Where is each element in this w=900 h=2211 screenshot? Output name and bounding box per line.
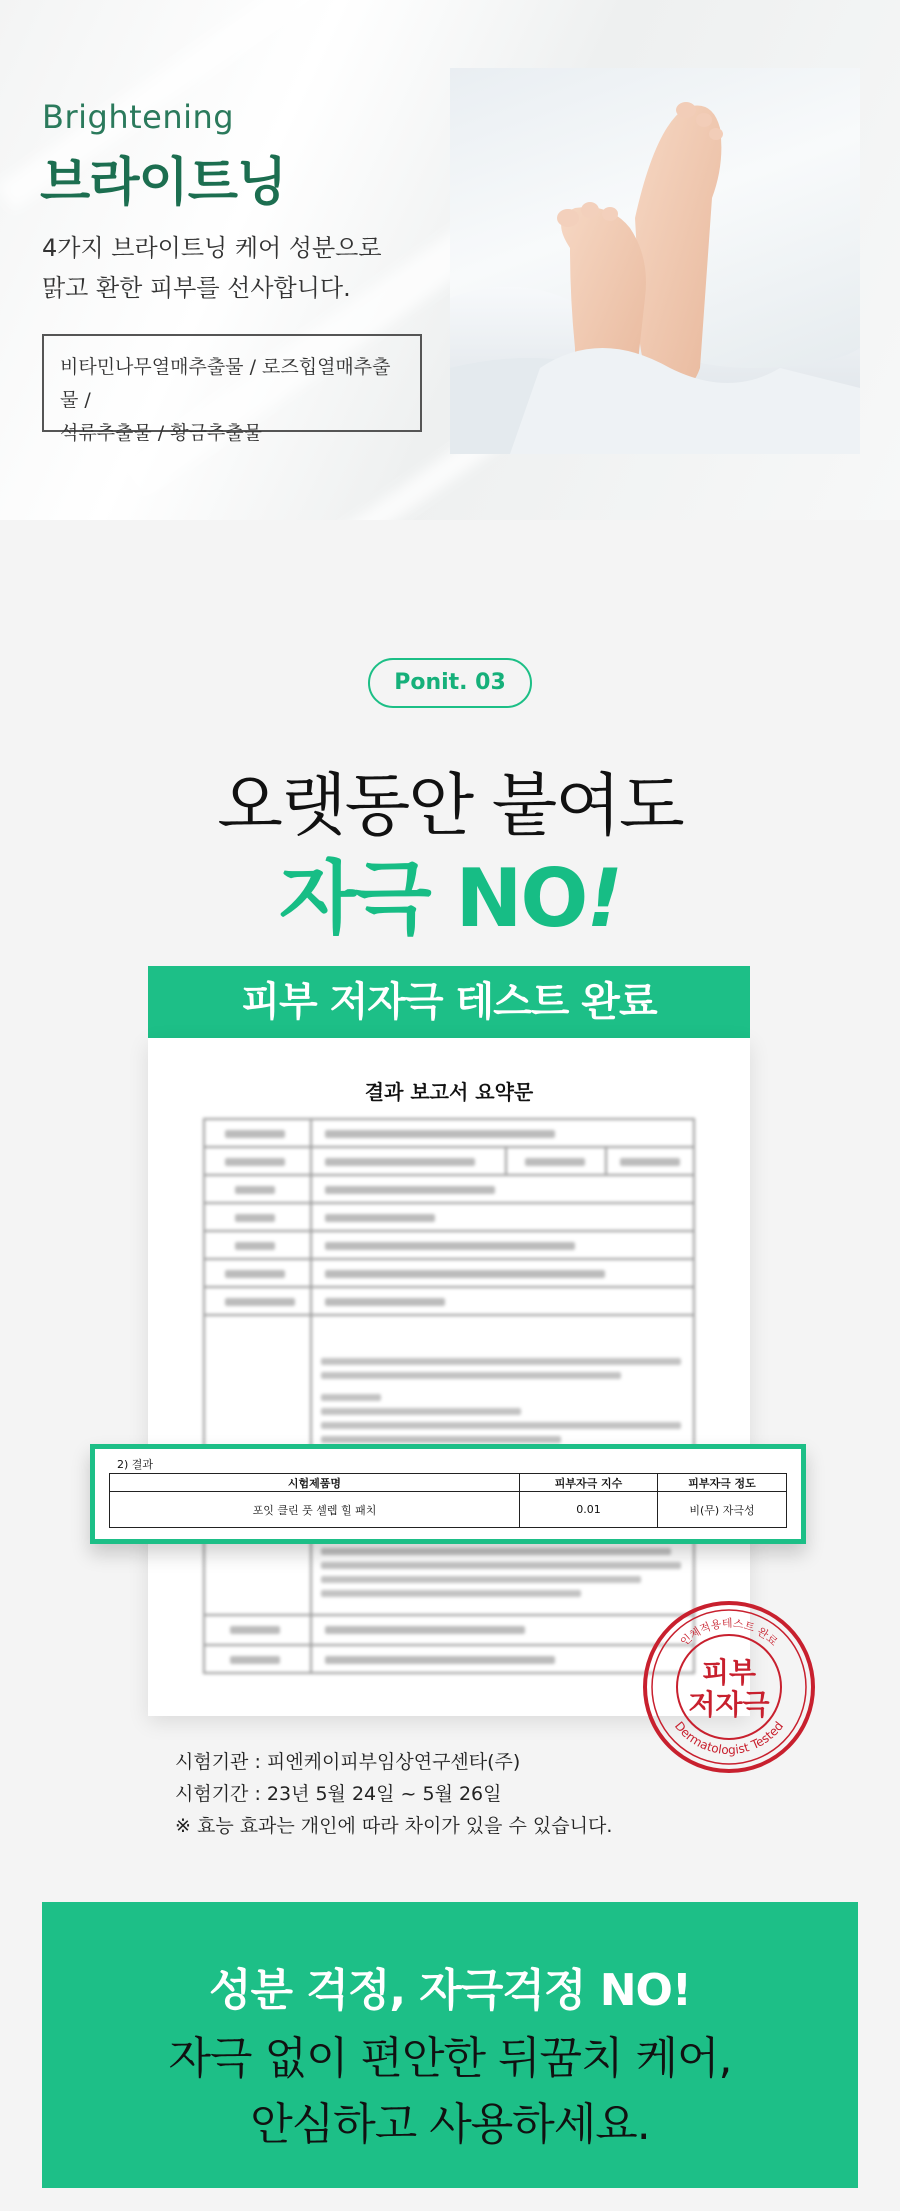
hero-desc-line2: 맑고 환한 피부를 선사합니다. [42,274,351,302]
hero-desc-line1: 4가지 브라이트닝 케어 성분으로 [42,234,382,262]
dermatologist-tested-stamp [640,1598,818,1776]
headline-line1: 오랫동안 붙여도 [217,767,683,846]
stamp-center-line2: 저자극 [688,1688,770,1721]
point-badge: Ponit. 03 [368,658,532,708]
banner-line1: 성분 걱정, 자극걱정 NO! [209,1965,691,2016]
brightening-hero [0,0,900,520]
note-institution: 시험기관 : 피엔케이피부임상연구센타(주) [175,1751,521,1773]
cell-index: 0.01 [520,1492,658,1528]
hero-description [42,228,442,308]
ingredients-line2: 석류추출물 / 황금추출물 [60,422,263,444]
stamp-center-line1: 피부 [701,1656,757,1689]
ingredients-line1: 비타민나무열매추출물 / 로즈힙열매추출물 / [60,356,391,411]
test-complete-banner: 피부 저자극 테스트 완료 [148,966,750,1038]
note-period: 시험기간 : 23년 5월 24일 ~ 5월 26일 [175,1783,502,1805]
cell-product: 포잇 클린 풋 셀렙 힐 패치 [110,1492,520,1528]
header-product: 시험제품명 [110,1474,520,1492]
report-title: 결과 보고서 요약문 [364,1080,534,1104]
blurred-report-table [203,1118,695,1688]
reassurance-banner [42,1902,858,2188]
hero-title-ko: 브라이트닝 [40,153,287,213]
test-notes [175,1746,612,1842]
headline-line2 [0,834,900,949]
result-highlight-card [90,1444,806,1544]
banner-line2: 자극 없이 편안한 뒤꿈치 케어, [168,2033,732,2084]
result-header-row [110,1474,787,1492]
ingredients-box [42,334,422,444]
header-degree: 피부자극 정도 [658,1474,787,1492]
result-row [110,1492,787,1528]
headline-exclaim: ! [586,852,621,945]
result-label: 2) 결과 [117,1458,154,1471]
cell-degree: 비(무) 자극성 [658,1492,787,1528]
note-disclaimer: ※ 효능 효과는 개인에 따라 차이가 있을 수 있습니다. [175,1815,613,1837]
stamp-bottom-text: Dermatologist Tested [671,1718,787,1758]
banner-line3: 안심하고 사용하세요. [250,2099,650,2150]
headline-no-text: 자극 NO [279,852,587,945]
hero-title-en: Brightening [42,98,235,136]
stamp-top-text: 인체적용테스트 완료 [677,1616,781,1649]
header-index: 피부자극 지수 [520,1474,658,1492]
result-table [109,1473,787,1528]
feet-photo [450,68,860,454]
